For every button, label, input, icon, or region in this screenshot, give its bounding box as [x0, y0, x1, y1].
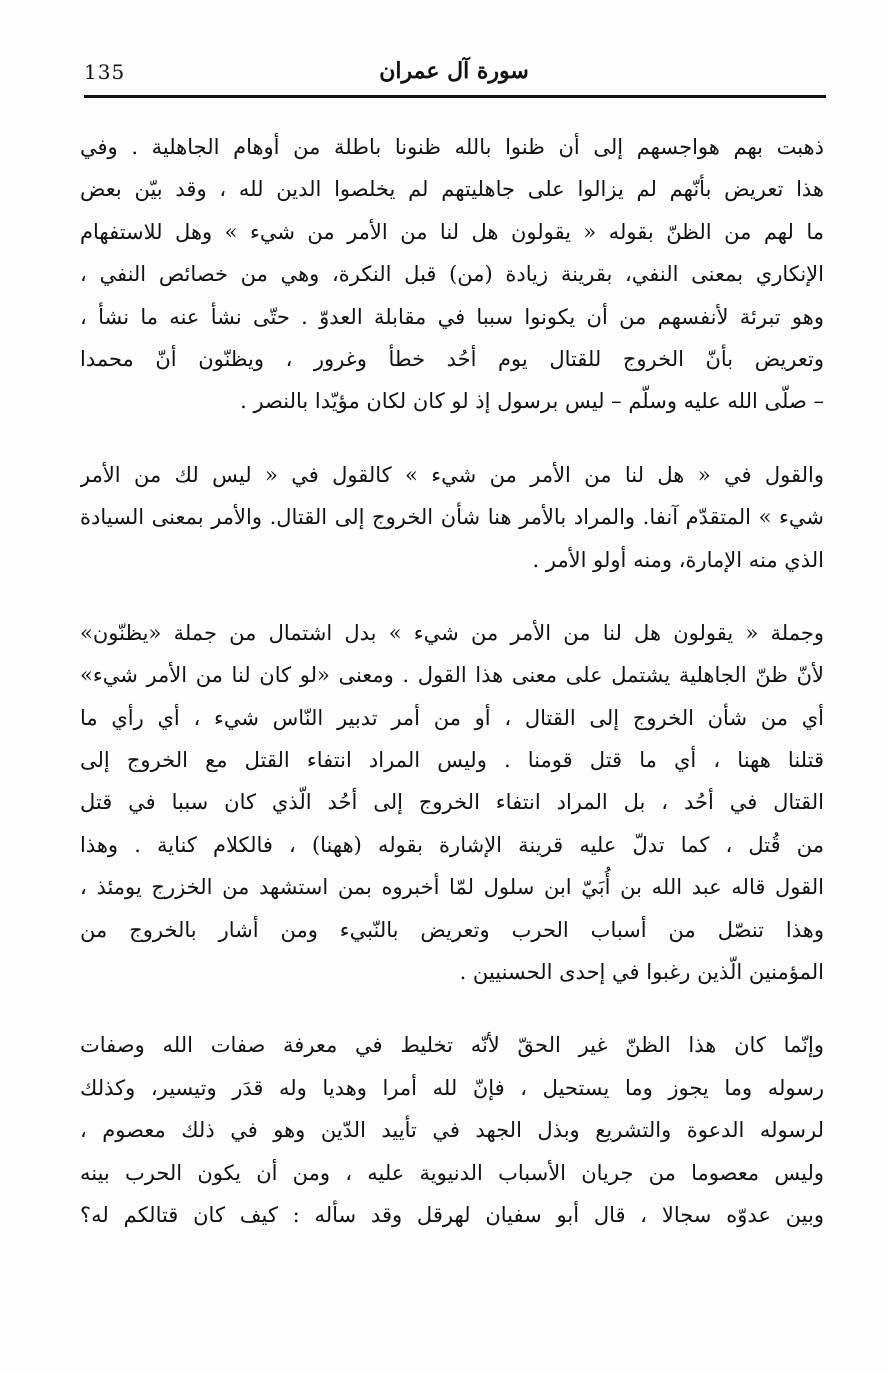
text-line: شيء » المتقدّم آنفا. والمراد بالأمر هنا شأن الخروج إلى القتال. والأمر بمعنى السيادة [80, 505, 824, 530]
text-line: رسوله وما يجوز وما يستحيل ، فإنّ لله أمرا وهديا وله قدَر وتيسير، وكذلك [80, 1075, 824, 1100]
paragraph-gap [80, 423, 824, 454]
text-line: وإنّما كان هذا الظنّ غير الحقّ لأنّه تخليط في معرفة صفات الله وصفات [80, 1033, 824, 1058]
text-line: القتال في أحُد ، بل المراد انتفاء الخروج إلى أحُد الّذي كان سببا في قتل [80, 790, 824, 815]
text-line: وتعريض بأنّ الخروج للقتال يوم أحُد خطأ وغرور ، ويظنّون أنّ محمدا [80, 346, 824, 371]
paragraph-4 [80, 1024, 824, 1236]
text-line: والقول في « هل لنا من الأمر من شيء » كالقول في « ليس لك من الأمر [80, 462, 824, 487]
page-header [84, 56, 824, 96]
text-line: القول قاله عبد الله بن أُبَيّ ابن سلول لمّا أخبروه بمن استشهد من الخزرج يومئذ ، [80, 875, 824, 900]
text-line: أي من شأن الخروج إلى القتال ، أو من أمر تدبير النّاس شيء ، أي رأي ما [80, 705, 824, 730]
text-line: وجملة « يقولون هل لنا من الأمر من شيء » بدل اشتمال من جملة «يظنّون» [80, 620, 824, 645]
text-line: قتلنا ههنا ، أي ما قتل قومنا . وليس المراد انتفاء القتل مع الخروج إلى [80, 748, 824, 773]
text-line: ما لهم من الظنّ بقوله « يقولون هل لنا من الأمر من شيء » وهل للاستفهام [80, 219, 824, 244]
paragraph-1 [80, 126, 824, 423]
paragraph-gap [80, 581, 824, 612]
header-rule [84, 95, 826, 98]
text-line: وهو تبرئة لأنفسهم من أن يكونوا سببا في مقابلة العدوّ . حتّى نشأ عنه ما نشأ ، [80, 304, 824, 329]
page-body [80, 126, 824, 1236]
paragraph-gap [80, 993, 824, 1024]
paragraph-2 [80, 454, 824, 581]
text-line: وهذا تنصّل من أسباب الحرب وتعريض بالنّبيء ومن أشار بالخروج من [80, 917, 824, 942]
text-line: لرسوله الدعوة والتشريع وبذل الجهد في تأييد الدّين وهو في ذلك معصوم ، [80, 1118, 824, 1143]
text-line: المؤمنين الّذين رغبوا في إحدى الحسنيين . [459, 960, 824, 985]
running-title: سورة آل عمران [379, 58, 529, 84]
text-line: وليس معصوما من جريان الأسباب الدنيوية عليه ، ومن أن يكون الحرب بينه [80, 1160, 824, 1185]
text-line: – صلّى الله عليه وسلّم – ليس برسول إذ لو كان لكان مؤيّدا بالنصر . [240, 389, 824, 414]
paragraph-3 [80, 612, 824, 994]
page-number: 135 [84, 60, 126, 84]
text-line: من قُتل ، كما تدلّ عليه قرينة الإشارة بقوله (ههنا) ، فالكلام كناية . وهذا [80, 832, 824, 857]
text-line: ذهبت بهم هواجسهم إلى أن ظنوا بالله ظنونا باطلة من أوهام الجاهلية . وفي [80, 135, 824, 159]
text-line: وبين عدوّه سجالا ، قال أبو سفيان لهرقل وقد سأله : كيف كان قتالكم له؟ [80, 1202, 824, 1227]
text-line: الذي منه الإمارة، ومنه أولو الأمر . [532, 547, 824, 572]
text-line: الإنكاري بمعنى النفي، بقرينة زيادة (من) قبل النكرة، وهي من خصائص النفي ، [80, 262, 824, 287]
text-line: لأنّ ظنّ الجاهلية يشتمل على معنى هذا القول . ومعنى «لو كان لنا من الأمر شيء» [80, 663, 824, 688]
text-line: هذا تعريض بأنّهم لم يزالوا على جاهليتهم لم يخلصوا الدين لله ، وقد بيّن بعض [80, 177, 824, 202]
